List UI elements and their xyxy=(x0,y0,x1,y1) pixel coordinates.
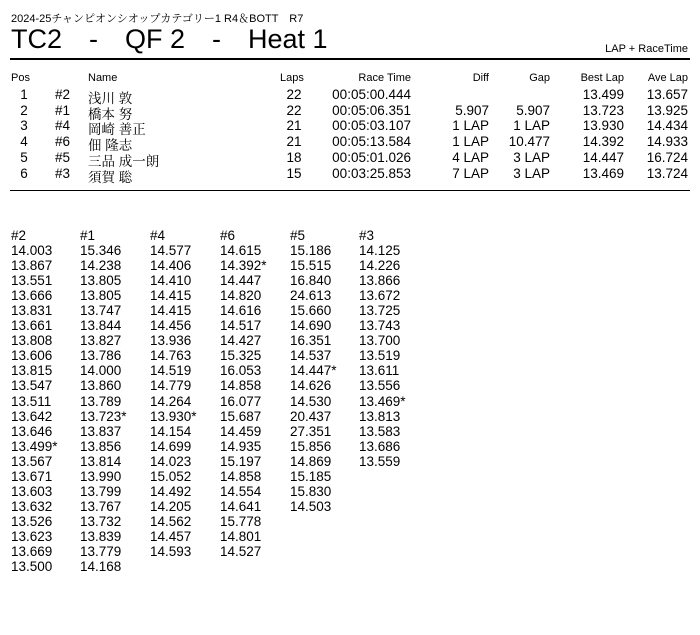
lap-time: 14.427 xyxy=(220,333,262,349)
lap-time: 14.000 xyxy=(80,363,122,379)
lap-time: 13.499* xyxy=(11,438,58,454)
ave-lap: 13.925 xyxy=(646,102,688,118)
lap-time: 14.537 xyxy=(290,348,332,364)
lap-time: 14.447 xyxy=(220,273,262,289)
lap-time: 13.814 xyxy=(80,453,122,469)
lap-time: 14.527 xyxy=(220,543,262,559)
lap-time: 14.554 xyxy=(220,483,262,499)
best-lap: 13.930 xyxy=(582,118,624,134)
col-gap: Gap xyxy=(529,72,550,84)
lap-time: 14.392* xyxy=(220,258,267,274)
lap-time: 13.632 xyxy=(11,498,53,514)
car-number: #6 xyxy=(55,134,71,150)
lap-time: 13.669 xyxy=(11,543,53,559)
ave-lap: 13.657 xyxy=(646,87,688,102)
lap-time: 13.839 xyxy=(80,528,122,544)
lap-time: 14.456 xyxy=(150,318,192,334)
page-title: TC2 - QF 2 - Heat 1 xyxy=(11,24,328,54)
best-lap: 13.469 xyxy=(582,165,624,181)
lap-time: 14.205 xyxy=(150,498,192,514)
diff: 1 LAP xyxy=(452,134,489,150)
lap-time: 13.808 xyxy=(11,333,53,349)
lap-time: 13.671 xyxy=(11,468,53,484)
pos: 2 xyxy=(20,102,28,118)
results-rule xyxy=(10,190,690,191)
lap-time: 14.801 xyxy=(220,528,262,544)
pos: 5 xyxy=(20,149,28,165)
lap-time: 14.264 xyxy=(150,393,192,409)
lap-time: 14.858 xyxy=(220,378,262,394)
laps: 18 xyxy=(286,149,302,165)
lap-time: 14.406 xyxy=(150,258,192,274)
lap-time: 13.767 xyxy=(80,498,122,514)
result-row xyxy=(0,102,700,122)
lap-column-car: #1 xyxy=(80,228,96,243)
result-row xyxy=(0,134,700,154)
lap-time: 13.867 xyxy=(11,258,53,274)
lap-time: 13.611 xyxy=(359,363,400,379)
lap-time: 15.197 xyxy=(220,453,262,469)
lap-time: 15.346 xyxy=(80,243,122,259)
race-time: 00:03:25.853 xyxy=(332,165,411,181)
race-time: 00:05:06.351 xyxy=(332,102,411,118)
lap-column xyxy=(220,228,267,559)
gap: 10.477 xyxy=(508,134,550,150)
lap-time: 15.052 xyxy=(150,468,192,484)
lap-time: 13.551 xyxy=(11,273,53,289)
result-row xyxy=(0,165,700,185)
laps: 21 xyxy=(286,118,302,134)
lap-time: 14.616 xyxy=(220,303,262,319)
lap-time: 13.623 xyxy=(11,528,53,544)
lap-time: 13.856 xyxy=(80,438,122,454)
lap-time: 13.732 xyxy=(80,513,122,529)
lap-time: 14.779 xyxy=(150,378,192,394)
car-number: #2 xyxy=(55,87,71,102)
gap: 3 LAP xyxy=(513,149,550,165)
lap-time: 16.053 xyxy=(220,363,262,379)
laps: 22 xyxy=(286,102,302,118)
lap-time: 14.641 xyxy=(220,498,262,514)
lap-time: 14.492 xyxy=(150,483,192,499)
laps: 15 xyxy=(286,165,302,181)
lap-time: 13.500 xyxy=(11,559,53,575)
gap: 3 LAP xyxy=(513,165,550,181)
lap-time: 15.687 xyxy=(220,408,262,424)
car-number: #3 xyxy=(55,165,71,181)
lap-time: 15.325 xyxy=(220,348,262,364)
results-header xyxy=(0,72,700,88)
result-row xyxy=(0,87,700,106)
car-number: #1 xyxy=(55,102,71,118)
lap-time: 13.866 xyxy=(359,273,401,289)
lap-time: 14.410 xyxy=(150,273,192,289)
lap-time: 13.511 xyxy=(11,393,52,409)
lap-time: 14.125 xyxy=(359,243,401,259)
race-time: 00:05:03.107 xyxy=(332,118,411,134)
race-time: 00:05:13.584 xyxy=(332,134,411,150)
lap-time: 13.747 xyxy=(80,303,122,319)
race-time: 00:05:01.026 xyxy=(332,149,411,165)
lap-time: 14.858 xyxy=(220,468,262,484)
lap-time: 13.837 xyxy=(80,423,122,439)
lap-time: 13.930* xyxy=(150,408,197,424)
result-row xyxy=(0,149,700,169)
lap-column xyxy=(290,228,337,514)
lap-time: 14.763 xyxy=(150,348,192,364)
gap: 5.907 xyxy=(516,102,550,118)
lap-time: 14.593 xyxy=(150,543,192,559)
col-pos: Pos xyxy=(11,72,30,84)
header-rule xyxy=(10,58,690,60)
lap-time: 15.515 xyxy=(290,258,332,274)
best-lap: 13.499 xyxy=(582,87,624,102)
lap-time: 13.686 xyxy=(359,438,401,454)
diff: 1 LAP xyxy=(452,118,489,134)
lap-time: 14.820 xyxy=(220,288,262,304)
lap-time: 14.869 xyxy=(290,453,332,469)
laps: 21 xyxy=(286,134,302,150)
lap-time: 13.779 xyxy=(80,543,122,559)
pos: 3 xyxy=(20,118,28,134)
lap-time: 14.415 xyxy=(150,303,192,319)
lap-time: 13.646 xyxy=(11,423,53,439)
lap-time: 13.805 xyxy=(80,273,122,289)
ave-lap: 13.724 xyxy=(646,165,688,181)
lap-column-car: #4 xyxy=(150,228,166,243)
laps: 22 xyxy=(286,87,302,102)
diff: 4 LAP xyxy=(452,149,489,165)
series-title: 2024-25チャンピオンシオップカテゴリー1 R4＆BOTT R7 xyxy=(11,13,304,25)
ave-lap: 14.933 xyxy=(646,134,688,150)
lap-time: 14.238 xyxy=(80,258,122,274)
lap-time: 15.660 xyxy=(290,303,332,319)
lap-time: 13.559 xyxy=(359,453,401,469)
lap-time: 13.725 xyxy=(359,303,401,319)
lap-time: 13.813 xyxy=(359,408,401,424)
col-ave-lap: Ave Lap xyxy=(647,72,688,84)
driver-name: 浅川 敦 xyxy=(88,91,133,106)
lap-time: 13.583 xyxy=(359,423,401,439)
pos: 1 xyxy=(20,87,28,102)
lap-column xyxy=(11,228,58,574)
lap-time: 13.700 xyxy=(359,333,401,349)
lap-time: 14.447* xyxy=(290,363,337,379)
diff: 7 LAP xyxy=(452,165,489,181)
lap-time: 13.990 xyxy=(80,468,122,484)
lap-time: 13.844 xyxy=(80,318,122,334)
lap-time: 14.519 xyxy=(150,363,192,379)
lap-column-car: #5 xyxy=(290,228,306,243)
pos: 6 xyxy=(20,165,28,181)
lap-time: 13.556 xyxy=(359,378,401,394)
best-lap: 14.392 xyxy=(582,134,624,150)
lap-time: 13.799 xyxy=(80,483,122,499)
lap-time: 13.860 xyxy=(80,378,122,394)
lap-time: 13.519 xyxy=(359,348,401,364)
lap-time: 16.077 xyxy=(220,393,262,409)
col-diff: Diff xyxy=(472,72,489,84)
lap-time: 13.723* xyxy=(80,408,127,424)
ave-lap: 14.434 xyxy=(646,118,688,134)
lap-time: 16.351 xyxy=(290,333,332,349)
lap-time: 14.935 xyxy=(220,438,262,454)
lap-time: 14.562 xyxy=(150,513,192,529)
lap-time: 14.023 xyxy=(150,453,192,469)
lap-time: 13.666 xyxy=(11,288,53,304)
ave-lap: 16.724 xyxy=(646,149,688,165)
lap-time: 13.831 xyxy=(11,303,53,319)
lap-time: 14.457 xyxy=(150,528,192,544)
lap-time: 13.642 xyxy=(11,408,53,424)
gap: 1 LAP xyxy=(513,118,550,134)
col-name: Name xyxy=(88,72,118,84)
lap-time: 14.168 xyxy=(80,559,122,575)
col-laps: Laps xyxy=(280,72,304,84)
lap-time: 27.351 xyxy=(290,423,332,439)
car-number: #4 xyxy=(55,118,71,134)
lap-time: 14.415 xyxy=(150,288,192,304)
col-race-time: Race Time xyxy=(358,72,411,84)
lap-column xyxy=(359,228,406,469)
lap-time: 14.690 xyxy=(290,318,332,334)
best-lap: 14.447 xyxy=(582,149,624,165)
lap-time: 15.778 xyxy=(220,513,262,529)
lap-time: 13.789 xyxy=(80,393,122,409)
lap-time: 13.526 xyxy=(11,513,53,529)
driver-name: 佃 隆志 xyxy=(88,138,133,154)
lap-time: 15.186 xyxy=(290,243,332,259)
lap-time: 14.503 xyxy=(290,498,332,514)
diff: 5.907 xyxy=(455,102,489,118)
lap-time: 14.517 xyxy=(220,318,262,334)
driver-name: 須賀 聡 xyxy=(88,169,133,185)
lap-time: 13.805 xyxy=(80,288,122,304)
lap-column-car: #2 xyxy=(11,228,27,243)
lap-time: 13.603 xyxy=(11,483,53,499)
lap-time: 14.226 xyxy=(359,258,401,274)
driver-name: 橋本 努 xyxy=(88,106,133,122)
lap-time: 14.626 xyxy=(290,378,332,394)
race-time: 00:05:00.444 xyxy=(332,87,411,102)
lap-time: 15.185 xyxy=(290,468,332,484)
driver-name: 岡崎 善正 xyxy=(88,122,146,138)
lap-time: 14.459 xyxy=(220,423,262,439)
car-number: #5 xyxy=(55,149,71,165)
pos: 4 xyxy=(20,134,28,150)
lap-time: 13.936 xyxy=(150,333,192,349)
lap-time: 13.547 xyxy=(11,378,53,394)
lap-time: 13.786 xyxy=(80,348,122,364)
lap-time: 14.577 xyxy=(150,243,192,259)
lap-time: 13.469* xyxy=(359,393,406,409)
lap-time: 14.530 xyxy=(290,393,332,409)
lap-time: 14.154 xyxy=(150,423,192,439)
best-lap: 13.723 xyxy=(582,102,624,118)
lap-time: 14.615 xyxy=(220,243,262,259)
lap-time: 13.606 xyxy=(11,348,53,364)
lap-time: 15.830 xyxy=(290,483,332,499)
lap-time: 13.661 xyxy=(11,318,53,334)
lap-time: 24.613 xyxy=(290,288,332,304)
report-type-label: LAP + RaceTime xyxy=(605,43,688,55)
lap-time: 16.840 xyxy=(290,273,332,289)
lap-time: 14.003 xyxy=(11,243,53,259)
lap-time: 13.815 xyxy=(11,363,53,379)
result-row xyxy=(0,118,700,138)
lap-time: 13.567 xyxy=(11,453,53,469)
lap-time: 13.743 xyxy=(359,318,401,334)
lap-time: 15.856 xyxy=(290,438,332,454)
lap-time: 20.437 xyxy=(290,408,332,424)
lap-time: 13.827 xyxy=(80,333,122,349)
lap-time: 14.699 xyxy=(150,438,192,454)
driver-name: 三品 成一朗 xyxy=(88,153,160,169)
lap-column-car: #6 xyxy=(220,228,236,243)
col-best-lap: Best Lap xyxy=(580,72,624,84)
lap-time: 13.672 xyxy=(359,288,401,304)
lap-column-car: #3 xyxy=(359,228,375,243)
lap-column xyxy=(150,228,197,559)
lap-column xyxy=(80,228,127,574)
